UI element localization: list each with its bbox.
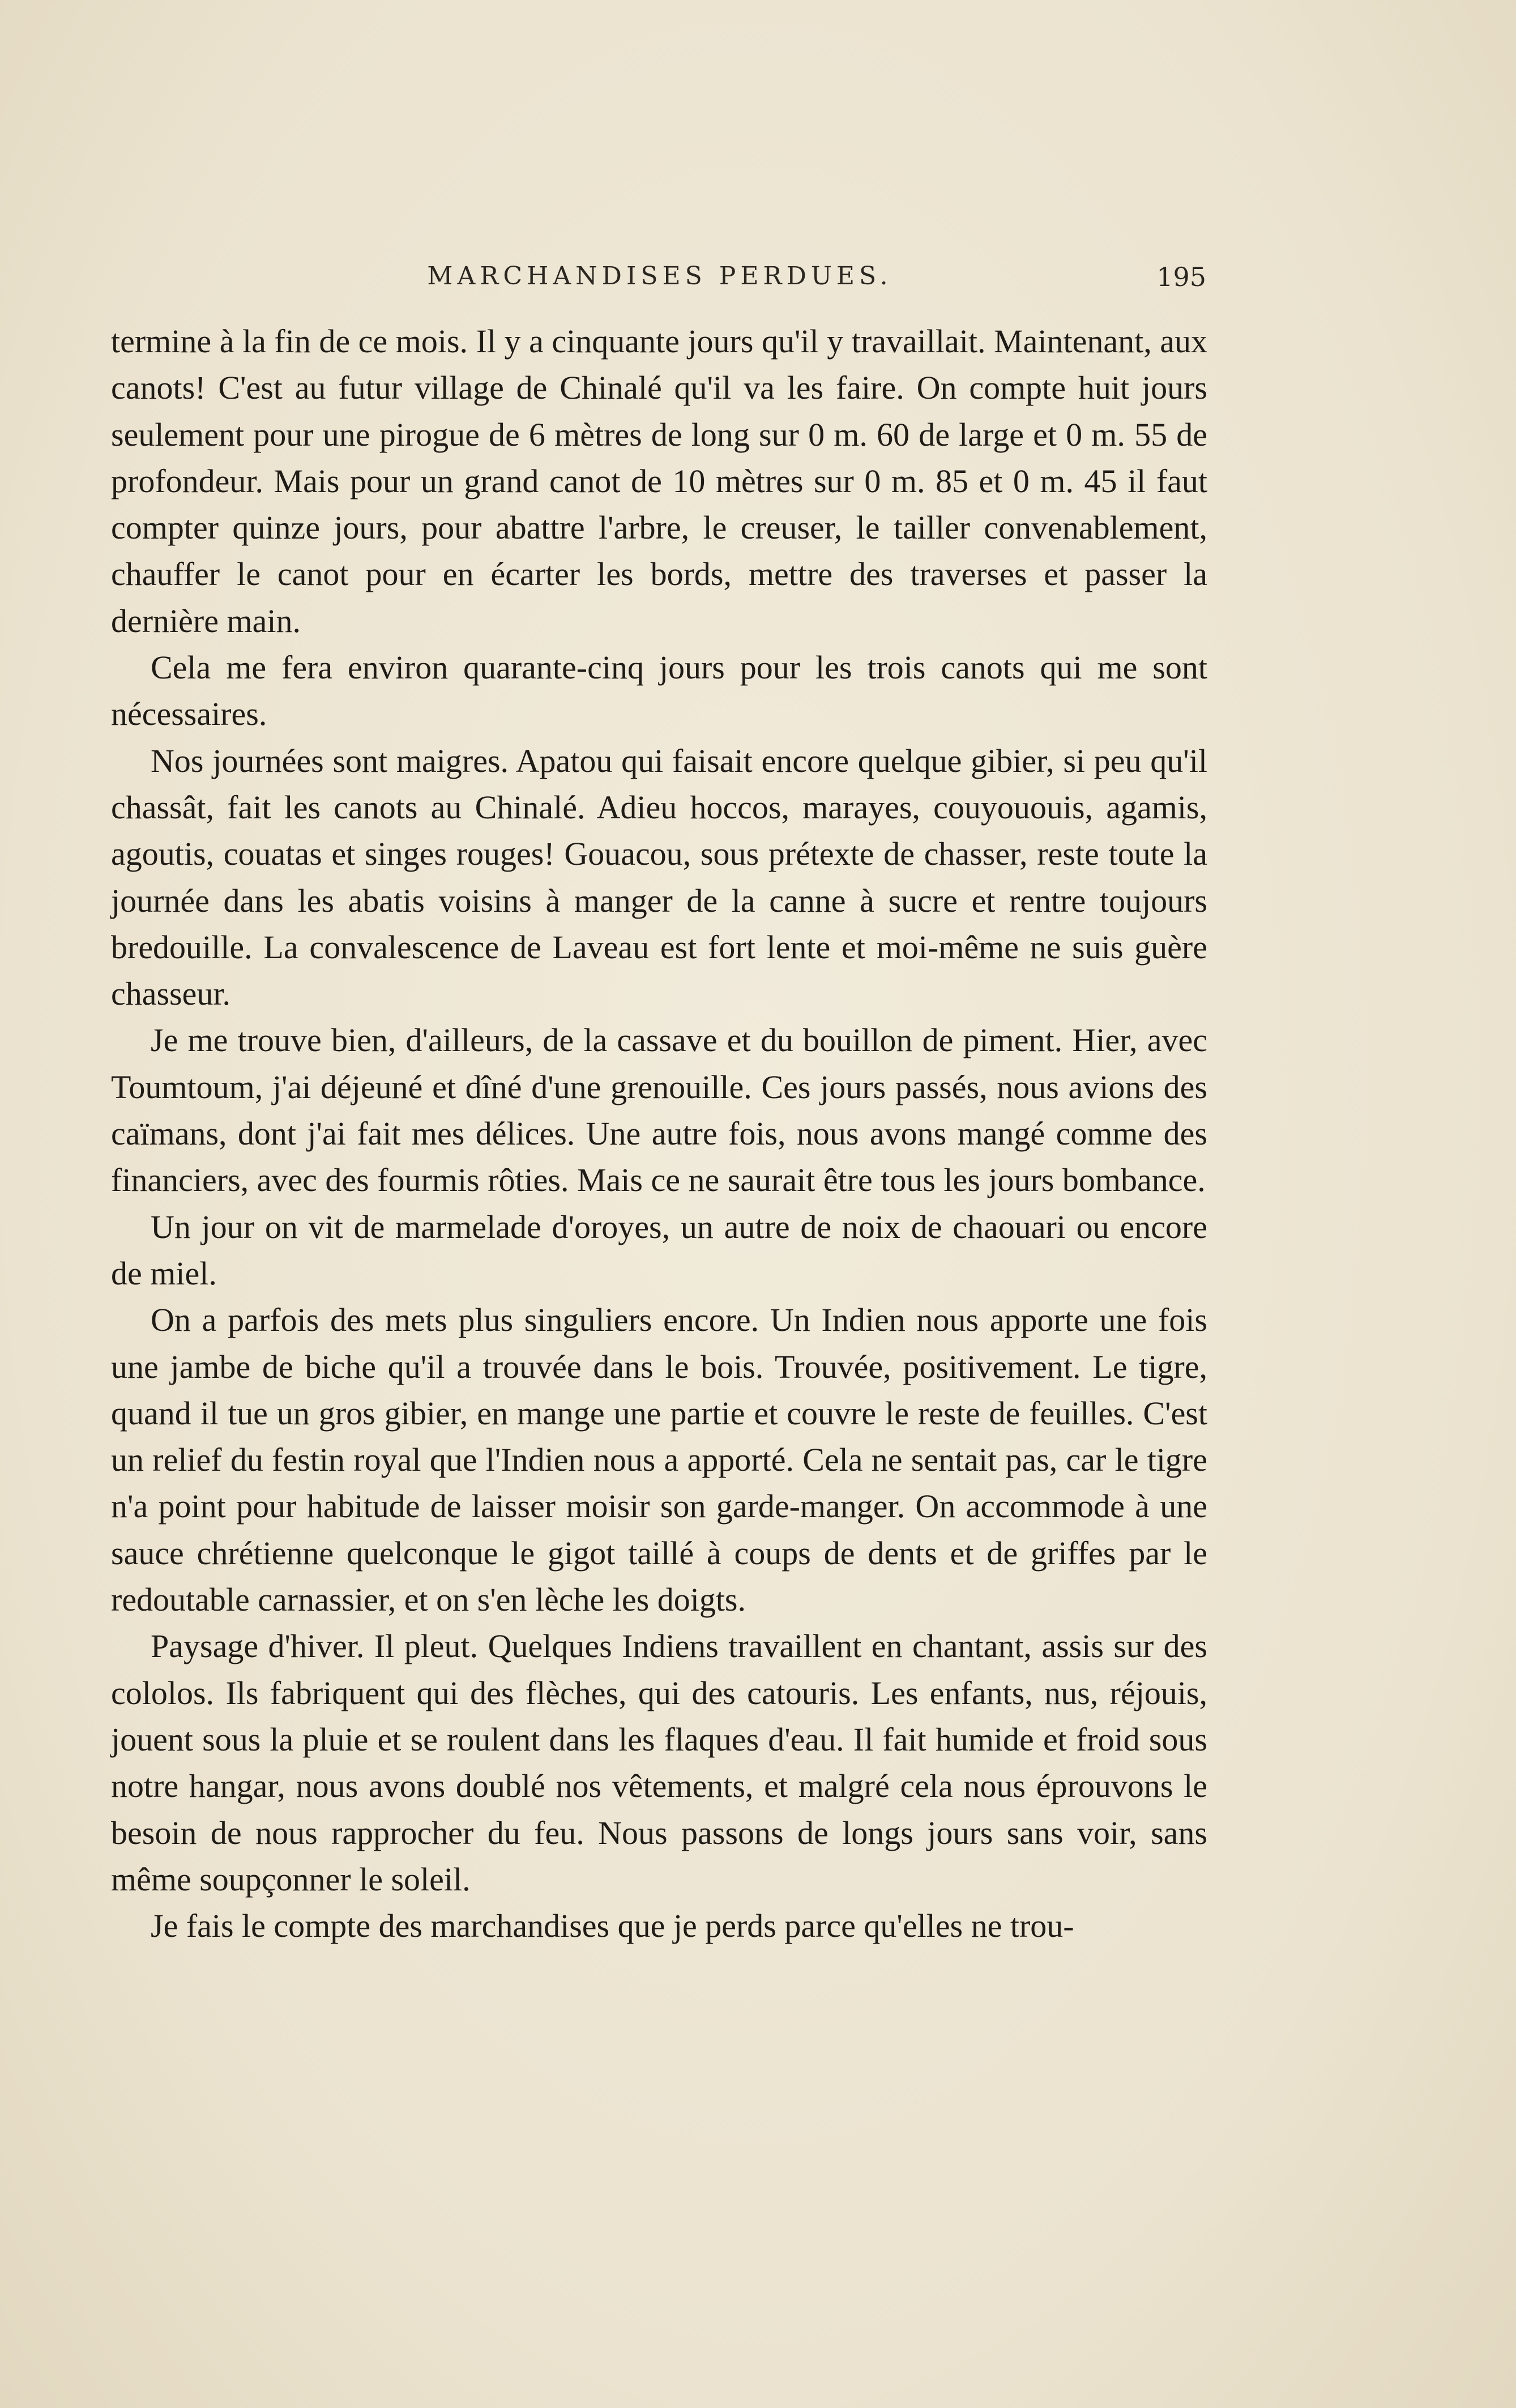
paragraph: Un jour on vit de marmelade d'oroyes, un autre de noix de chaouari ou encore de miel. (111, 1208, 1207, 1292)
running-head: MARCHANDISES PERDUES. (427, 262, 892, 291)
paragraph-continuation: termine à la fin de ce mois. Il y a cinquante jours qu'il y travaillait. Maintenant, aux canots! C'est au futur village de Chinalé qu'il va les faire. On compte huit jours seulement pour une pirogue de 6 mètres de long sur 0 m. 60 de large et 0 m. 55 de profondeur. Mais pour un grand canot de 10 mètres sur 0 m. 85 et 0 m. 45 il faut compter quinze jours, pour abattre l'arbre, le creuser, le tailler convenablement, chauffer le canot pour en écarter les bords, mettre des traverses et passer la dernière main. (111, 323, 1207, 639)
body-text (111, 318, 1207, 1949)
page-number: 195 (1156, 262, 1206, 292)
paragraph: Je me trouve bien, d'ailleurs, de la cassave et du bouillon de piment. Hier, avec Toumtoum, j'ai déjeuné et dîné d'une grenouille. Ces jours passés, nous avions des caïmans, dont j'ai fait mes délices. Une autre fois, nous avons mangé comme des financiers, avec des fourmis rôties. Mais ce ne saurait être tous les jours bombance. (111, 1022, 1207, 1199)
paragraph-last: Je fais le compte des marchandises que je perds parce qu'elles ne trou- (151, 1907, 1074, 1945)
paragraph: Paysage d'hiver. Il pleut. Quelques Indiens travaillent en chantant, assis sur des cololos. Ils fabriquent qui des flèches, qui des catouris. Les enfants, nus, réjouis, jouent sous la pluie et se roulent dans les flaques d'eau. Il fait humide et froid sous notre hangar, nous avons doublé nos vêtements, et malgré cela nous éprouvons le besoin de nous rapprocher du feu. Nous passons de longs jours sans voir, sans même soupçonner le soleil. (111, 1628, 1207, 1898)
paragraph: On a parfois des mets plus singuliers encore. Un Indien nous apporte une fois une jambe de biche qu'il a trouvée dans le bois. Trouvée, positivement. Le tigre, quand il tue un gros gibier, en mange une partie et couvre le reste de feuilles. C'est un relief du festin royal que l'Indien nous a apporté. Cela ne sentait pas, car le tigre n'a point pour habitude de laisser moisir son garde-manger. On accommode à une sauce chrétienne quelconque le gigot taillé à coups de dents et de griffes par le redoutable carnassier, et on s'en lèche les doigts. (111, 1301, 1207, 1619)
paragraph: Nos journées sont maigres. Apatou qui faisait encore quelque gibier, si peu qu'il chassât, fait les canots au Chinalé. Adieu hoccos, marayes, couyououis, agamis, agoutis, couatas et singes rouges! Gouacou, sous prétexte de chasser, reste toute la journée dans les abatis voisins à manger de la canne à sucre et rentre toujours bredouille. La convalescence de Laveau est fort lente et moi-même ne suis guère chasseur. (111, 742, 1207, 1013)
paragraph: Cela me fera environ quarante-cinq jours pour les trois canots qui me sont nécessaires. (111, 649, 1207, 733)
page-header (113, 262, 1206, 307)
